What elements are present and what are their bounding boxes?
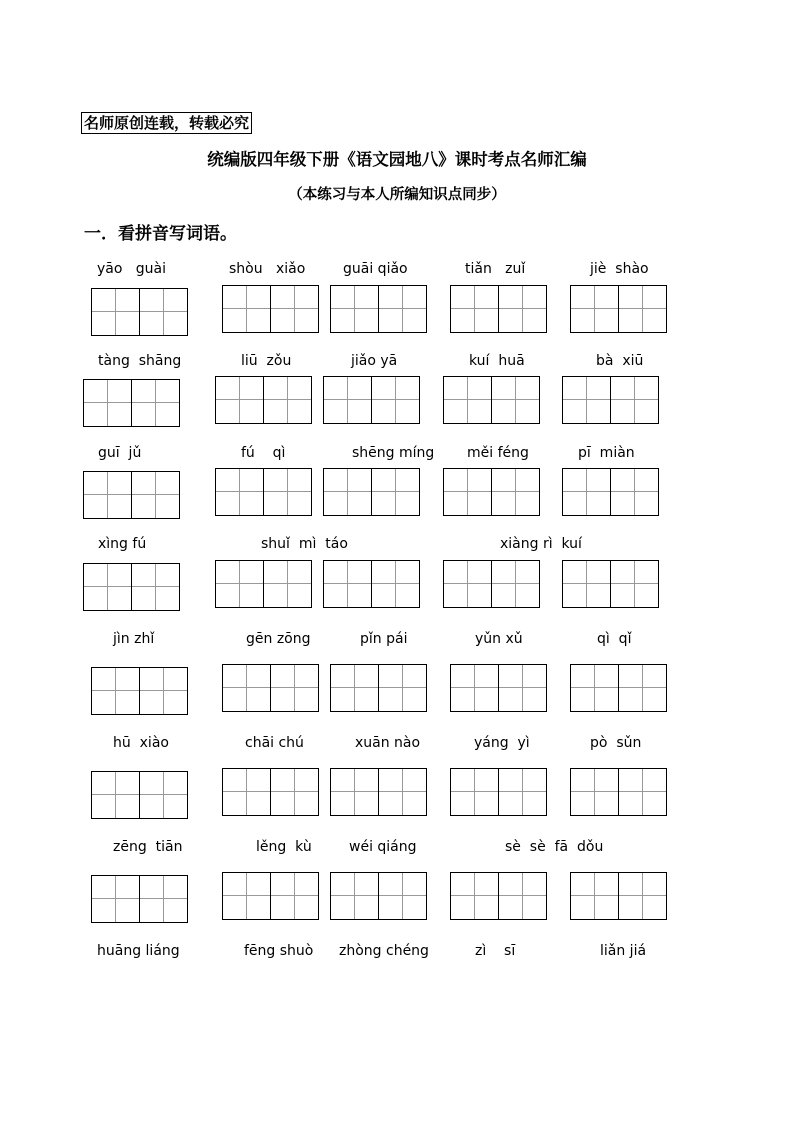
answer-box[interactable] (222, 664, 319, 712)
pinyin-label: wéi qiáng (349, 839, 417, 855)
pinyin-label: tiǎn zuǐ (465, 261, 526, 277)
answer-box[interactable] (83, 379, 180, 427)
answer-box[interactable] (443, 468, 540, 516)
answer-box[interactable] (323, 560, 420, 608)
answer-box[interactable] (330, 285, 427, 333)
answer-box[interactable] (570, 768, 667, 816)
answer-box[interactable] (450, 664, 547, 712)
pinyin-label: xiàng rì kuí (500, 536, 582, 552)
answer-box[interactable] (323, 468, 420, 516)
answer-box[interactable] (330, 768, 427, 816)
answer-box[interactable] (562, 376, 659, 424)
answer-box[interactable] (215, 560, 312, 608)
page-title: 统编版四年级下册《语文园地八》课时考点名师汇编 (207, 150, 587, 169)
pinyin-label: pò sǔn (590, 735, 642, 751)
pinyin-label: jiè shào (590, 261, 649, 277)
pinyin-label: yāo guài (97, 261, 167, 277)
answer-box[interactable] (570, 285, 667, 333)
pinyin-label: zhòng chéng (339, 943, 429, 959)
copyright-stamp: 名师原创连载，转载必究 (81, 112, 252, 134)
pinyin-label: guāi qiǎo (343, 261, 408, 277)
pinyin-label: liǎn jiá (600, 943, 647, 959)
answer-box[interactable] (91, 667, 188, 715)
pinyin-label: zì sī (475, 943, 516, 959)
pinyin-label: chāi chú (245, 735, 304, 751)
answer-box[interactable] (91, 771, 188, 819)
answer-box[interactable] (450, 768, 547, 816)
pinyin-label: yáng yì (474, 735, 530, 751)
answer-box[interactable] (91, 288, 188, 336)
pinyin-label: jiǎo yā (351, 353, 398, 369)
answer-box[interactable] (562, 468, 659, 516)
answer-box[interactable] (83, 563, 180, 611)
answer-box[interactable] (330, 664, 427, 712)
pinyin-label: shòu xiǎo (229, 261, 306, 277)
pinyin-label: pī miàn (578, 445, 635, 461)
answer-box[interactable] (570, 872, 667, 920)
answer-box[interactable] (91, 875, 188, 923)
answer-box[interactable] (222, 285, 319, 333)
answer-box[interactable] (450, 285, 547, 333)
pinyin-label: tàng shāng (98, 353, 182, 369)
pinyin-label: xìng fú (98, 536, 147, 552)
pinyin-label: huāng liáng (97, 943, 180, 959)
pinyin-label: qì qǐ (597, 631, 632, 647)
answer-box[interactable] (570, 664, 667, 712)
pinyin-label: shēng míng (352, 445, 435, 461)
pinyin-label: sè sè fā dǒu (505, 839, 604, 855)
pinyin-label: guī jǔ (98, 445, 142, 461)
pinyin-label: kuí huā (469, 353, 525, 369)
answer-box[interactable] (443, 560, 540, 608)
answer-box[interactable] (222, 768, 319, 816)
answer-box[interactable] (83, 471, 180, 519)
page-subtitle: （本练习与本人所编知识点同步） (288, 186, 506, 203)
pinyin-label: pǐn pái (360, 631, 408, 647)
answer-box[interactable] (222, 872, 319, 920)
pinyin-label: měi féng (467, 445, 529, 461)
section-heading: 一．看拼音写词语。 (84, 224, 237, 244)
pinyin-label: zēng tiān (113, 839, 183, 855)
answer-box[interactable] (443, 376, 540, 424)
pinyin-label: liū zǒu (241, 353, 292, 369)
answer-box[interactable] (323, 376, 420, 424)
answer-box[interactable] (450, 872, 547, 920)
pinyin-label: fēng shuò (244, 943, 314, 959)
pinyin-label: yǔn xǔ (475, 631, 523, 647)
answer-box[interactable] (215, 376, 312, 424)
pinyin-label: shuǐ mì táo (261, 536, 348, 552)
answer-box[interactable] (562, 560, 659, 608)
answer-box[interactable] (330, 872, 427, 920)
pinyin-label: gēn zōng (246, 631, 311, 647)
pinyin-label: xuān nào (355, 735, 421, 751)
answer-box[interactable] (215, 468, 312, 516)
pinyin-label: lěng kù (256, 839, 312, 855)
pinyin-label: hū xiào (113, 735, 169, 751)
pinyin-label: bà xiū (596, 353, 644, 369)
pinyin-label: fú qì (241, 445, 286, 461)
pinyin-label: jìn zhǐ (113, 631, 155, 647)
